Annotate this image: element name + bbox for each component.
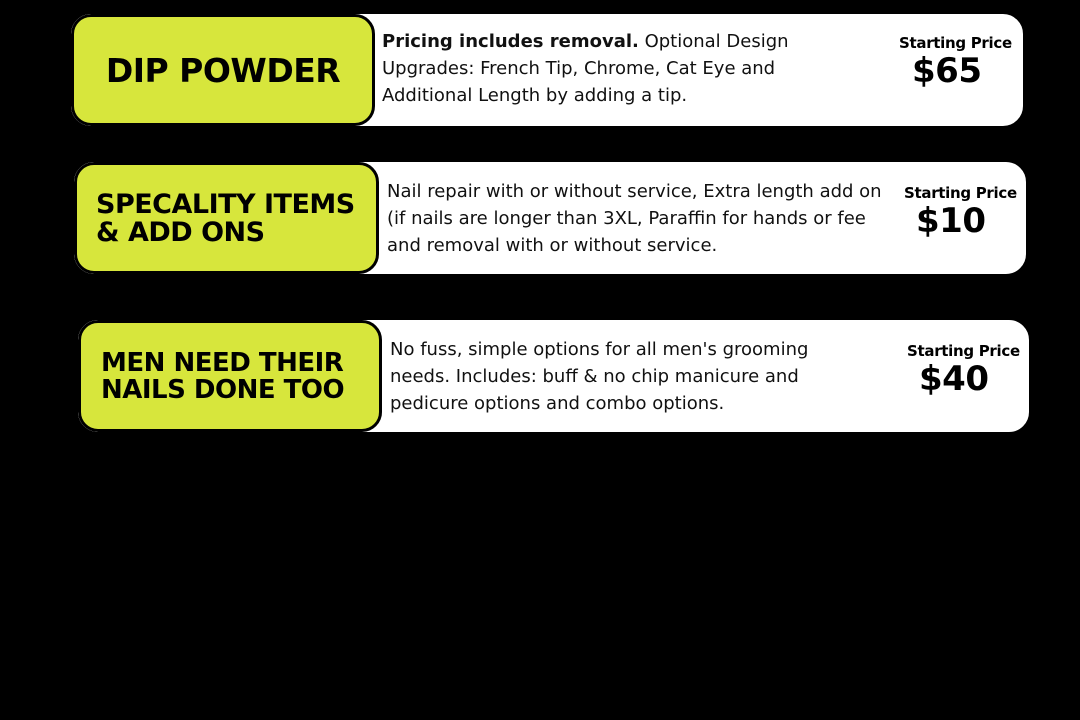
price-caption: Starting Price xyxy=(907,342,1020,360)
service-title-line2: & ADD ONS xyxy=(96,217,265,248)
price-caption: Starting Price xyxy=(899,34,1012,52)
service-description-rest: Optional Design Upgrades: French Tip, Chrome, Cat Eye and Additional Length by adding a tip. xyxy=(382,31,789,106)
service-title-line1: MEN NEED THEIR xyxy=(101,348,344,378)
service-description xyxy=(382,28,832,109)
service-title-line1: SPECALITY ITEMS xyxy=(96,189,355,220)
price-value: $40 xyxy=(919,359,989,399)
service-card-speciality-items xyxy=(72,160,1028,276)
service-label-dip-powder xyxy=(71,14,375,126)
service-description: No fuss, simple options for all men's grooming needs. Includes: buff & no chip manicure and pedicure options and combo options. xyxy=(390,339,809,414)
service-description: Nail repair with or without service, Extra length add on (if nails are longer than 3XL, Paraffin for hands or fee and removal with or without service. xyxy=(387,181,882,256)
price-value: $10 xyxy=(916,201,986,241)
service-title: DIP POWDER xyxy=(105,50,341,90)
price-caption: Starting Price xyxy=(904,184,1017,202)
price-value: $65 xyxy=(912,51,982,91)
service-description-bold: Pricing includes removal. xyxy=(382,31,639,52)
service-card-men xyxy=(76,318,1031,434)
service-label-speciality-items xyxy=(74,162,379,274)
service-title-line2: NAILS DONE TOO xyxy=(101,375,345,405)
service-card-dip-powder xyxy=(69,12,1025,128)
service-label-men xyxy=(78,320,382,432)
